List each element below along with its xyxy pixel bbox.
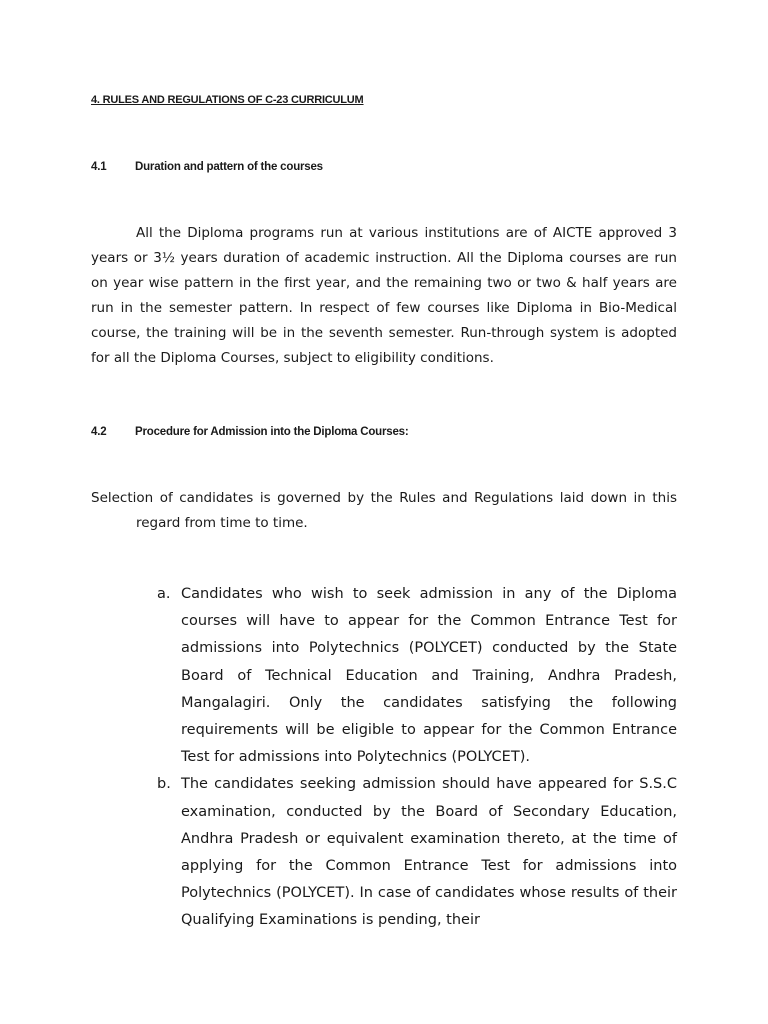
list-marker: b. bbox=[157, 776, 171, 793]
list-marker: a. bbox=[157, 586, 171, 602]
list-item bbox=[157, 581, 677, 771]
list-item-text: The candidates seeking admission should have appeared for S.S.C examination, conducted by the Board of Secondary Education, Andhra Pradesh or equivalent examination thereto, at the time of applying for the Common Entrance Test for admissions into Polytechnics (POLYCET). In case of candidates whose results of their Qualifying Examinations is pending, their bbox=[181, 776, 677, 929]
list-item-text: Candidates who wish to seek admission in any of the Diploma courses will have to appear for the Common Entrance Test for admissions into Polytechnics (POLYCET) conducted by the State Board of Technical Education and Training, Andhra Pradesh, Mangalagiri. Only the candidates satisfying the following requirements will be eligible to appear for the Common Entrance Test for admissions into Polytechnics (POLYCET). bbox=[181, 586, 677, 766]
section-title: Duration and pattern of the courses bbox=[135, 161, 323, 173]
document-title: 4. RULES AND REGULATIONS OF C-23 CURRICULUM bbox=[91, 94, 364, 106]
admission-requirements-list bbox=[157, 581, 677, 935]
section-number: 4.1 bbox=[91, 161, 107, 173]
selection-paragraph: Selection of candidates is governed by the Rules and Regulations laid down in this regard from time to time. bbox=[91, 490, 677, 531]
section-heading-4-1 bbox=[91, 161, 323, 173]
section-number: 4.2 bbox=[91, 426, 107, 438]
section-heading-4-2 bbox=[91, 426, 408, 438]
list-item bbox=[157, 771, 677, 934]
duration-paragraph: All the Diploma programs run at various institutions are of AICTE approved 3 years or 3½ years duration of academic instruction. All the Diploma courses are run on year wise pattern in the first year, and the remaining two or two & half years are run in the semester pattern. In respect of few courses like Diploma in Bio-Medical course, the training will be in the seventh semester. Run-through system is adopted for all the Diploma Courses, subject to eligibility conditions. bbox=[91, 225, 677, 366]
section-title: Procedure for Admission into the Diploma Courses: bbox=[135, 426, 409, 438]
